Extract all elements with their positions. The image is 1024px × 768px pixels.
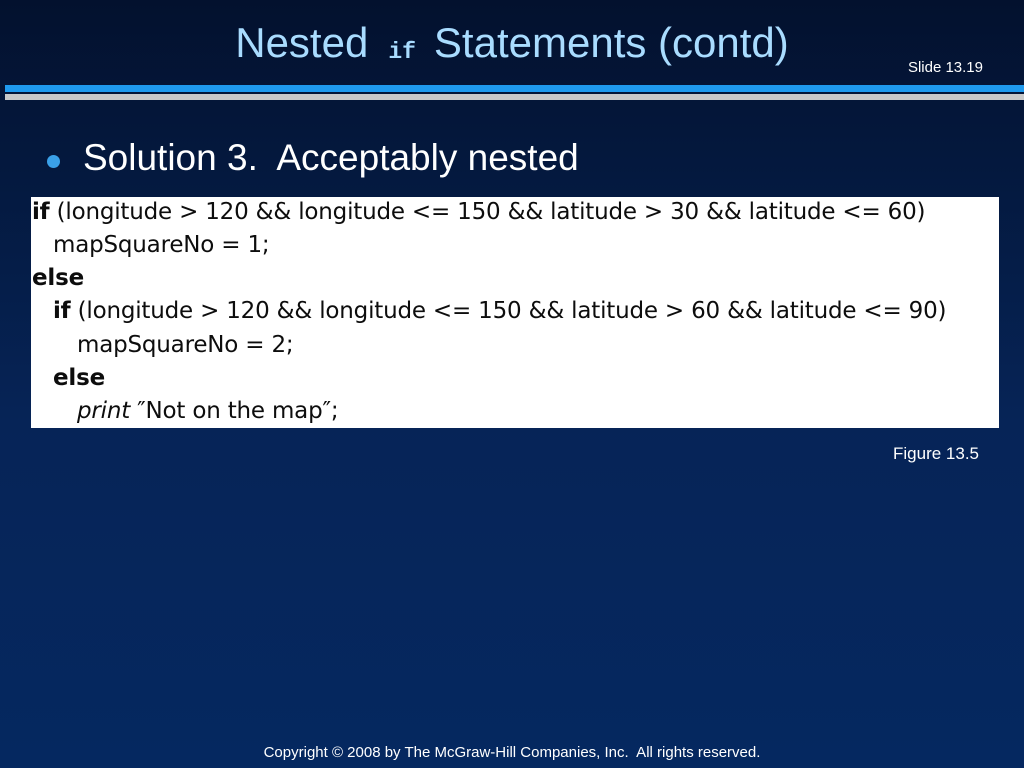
code-text: (longitude > 120 && longitude <= 150 && latitude > 60 && latitude <= 90) [70,298,947,324]
bullet-icon [47,155,60,168]
bullet-text: Solution 3. Acceptably nested [83,137,579,178]
code-line [53,296,946,326]
slide-number: Slide 13.19 [907,59,983,76]
figure-caption: Figure 13.5 [893,444,979,463]
title-keyword: if [388,39,416,65]
header-rule-blue [5,85,1024,92]
title-prefix: Nested [235,19,369,66]
code-line [53,363,105,393]
code-italic-keyword: print [77,398,131,424]
copyright-footer: Copyright © 2008 by The McGraw-Hill Companies, Inc. All rights reserved. [263,744,761,761]
code-keyword: else [53,365,105,391]
code-line [32,263,84,293]
code-text: ″Not on the map″; [130,398,339,424]
code-keyword: else [32,265,84,291]
title-suffix: Statements (contd) [433,19,789,66]
code-text: (longitude > 120 && longitude <= 150 && latitude > 30 && latitude <= 60) [49,199,926,225]
code-text: mapSquareNo = 2; [77,332,294,358]
code-figure [31,197,999,428]
slide-title [0,18,1024,77]
header-rule-grey [5,94,1024,100]
code-line [77,396,338,426]
code-line [32,197,925,227]
code-keyword: if [32,199,50,225]
code-line [53,230,269,260]
code-text: mapSquareNo = 1; [53,232,270,258]
code-keyword: if [53,298,71,324]
code-line [77,330,293,360]
